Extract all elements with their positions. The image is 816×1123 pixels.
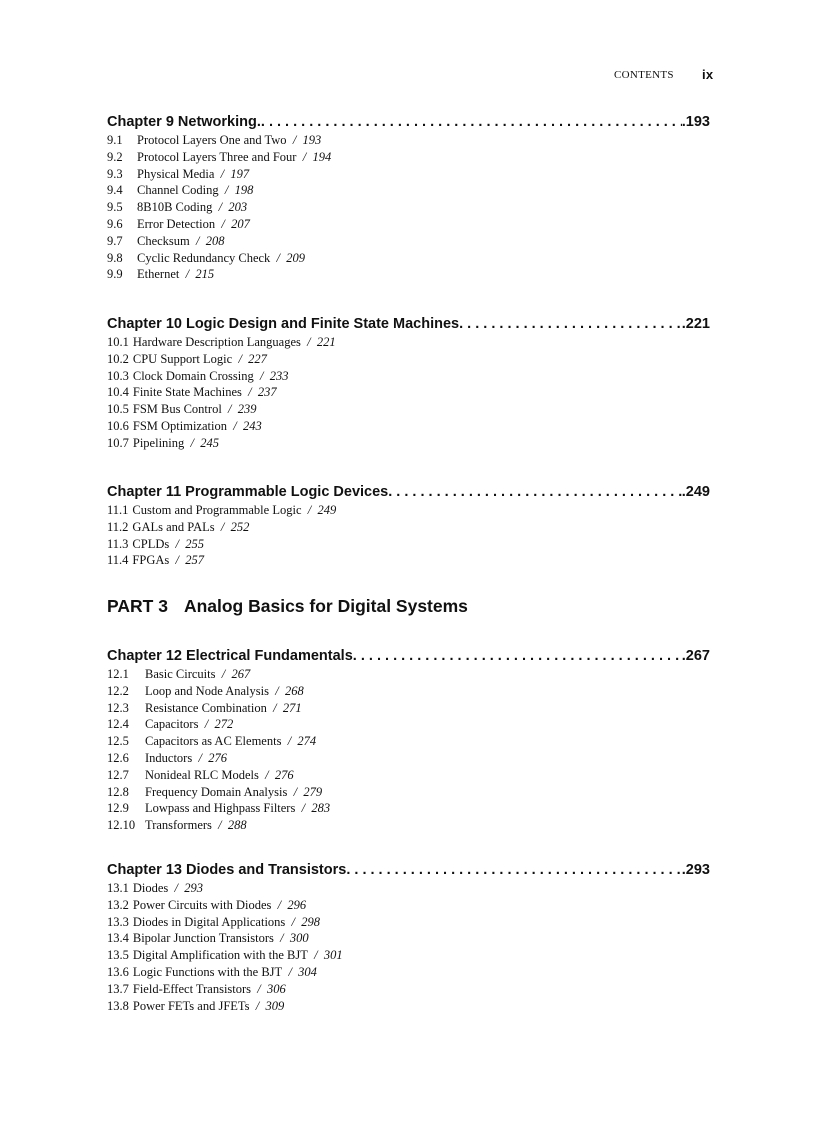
- section-page: 215: [195, 267, 215, 282]
- section-number: 10.7: [107, 435, 129, 450]
- chapter-heading[interactable]: [107, 482, 710, 502]
- section-number: 9.3: [107, 166, 123, 181]
- section-title: Capacitors: [145, 717, 199, 732]
- page-separator: /: [215, 216, 232, 231]
- section-list: [107, 334, 710, 452]
- page-separator: /: [218, 183, 235, 198]
- toc-entry[interactable]: [107, 266, 710, 283]
- toc-entry[interactable]: [107, 733, 710, 750]
- section-page: 207: [231, 216, 250, 231]
- toc-entry[interactable]: [107, 502, 710, 519]
- section-number: 11.2: [107, 519, 129, 534]
- chapter-heading[interactable]: [107, 314, 710, 334]
- section-page: 283: [311, 801, 331, 816]
- section-title: FPGAs: [132, 553, 170, 568]
- section-number: 9.5: [107, 200, 123, 215]
- section-number: 10.5: [107, 402, 129, 417]
- leader-dots: [353, 646, 682, 666]
- toc-entry[interactable]: [107, 800, 710, 817]
- section-page: 193: [302, 133, 322, 147]
- section-page: 271: [282, 700, 302, 715]
- section-number: 9.4: [107, 183, 123, 198]
- section-page: 306: [267, 981, 286, 996]
- section-title: Loop and Node Analysis: [145, 683, 269, 698]
- chapter-page: .267: [681, 648, 710, 664]
- section-number: 13.6: [107, 964, 129, 979]
- toc-entry[interactable]: [107, 182, 710, 199]
- section-number: 9.7: [107, 233, 123, 248]
- toc-entry[interactable]: [107, 784, 710, 801]
- section-page: 203: [228, 200, 248, 215]
- section-page: 245: [200, 435, 220, 450]
- section-title: Capacitors as AC Elements: [145, 734, 282, 749]
- page-number: ix: [702, 67, 714, 82]
- section-number: 9.1: [107, 133, 123, 147]
- section-number: 12.10: [107, 818, 136, 833]
- toc-entry[interactable]: [107, 880, 710, 897]
- section-page: 298: [301, 914, 321, 929]
- toc-entry[interactable]: [107, 536, 710, 553]
- toc-entry[interactable]: [107, 981, 710, 998]
- section-number: 13.3: [107, 914, 129, 929]
- toc-entry[interactable]: [107, 233, 710, 250]
- toc-entry[interactable]: [107, 418, 710, 435]
- toc-entry[interactable]: [107, 216, 710, 233]
- section-number: 13.7: [107, 981, 129, 996]
- toc-entry[interactable]: [107, 914, 710, 931]
- section-number: 9.8: [107, 250, 123, 265]
- chapter-page: .193: [681, 114, 710, 130]
- section-number: 12.6: [107, 750, 129, 765]
- toc-entry[interactable]: [107, 666, 710, 683]
- section-page: 296: [287, 897, 307, 912]
- section-page: 276: [274, 767, 294, 782]
- leader-dots: [261, 112, 682, 132]
- section-page: 276: [208, 750, 227, 765]
- leader-dots: [346, 860, 681, 880]
- chapter-title: Chapter 11 Programmable Logic Devices: [107, 484, 389, 500]
- section-page: 249: [317, 503, 337, 517]
- page-separator: /: [295, 801, 312, 816]
- section-title: Diodes: [132, 881, 169, 895]
- chapter-heading[interactable]: [107, 112, 710, 132]
- toc-entry[interactable]: [107, 947, 710, 964]
- section-number: 12.7: [107, 767, 129, 782]
- section-title: Clock Domain Crossing: [132, 368, 254, 383]
- section-page: 233: [269, 368, 289, 383]
- page-separator: /: [296, 149, 313, 164]
- page-separator: /: [253, 368, 270, 383]
- toc-entry[interactable]: [107, 149, 710, 166]
- chapter-9: [107, 112, 710, 283]
- toc-entry[interactable]: [107, 930, 710, 947]
- section-title: Diodes in Digital Applications: [132, 914, 286, 929]
- part-title: Analog Basics for Digital Systems: [183, 596, 468, 616]
- section-title: Pipelining: [132, 435, 185, 450]
- page-separator: /: [169, 536, 186, 551]
- page-separator: /: [301, 503, 318, 517]
- section-number: 12.4: [107, 717, 129, 732]
- page-separator: /: [271, 897, 288, 912]
- section-title: Transformers: [145, 818, 212, 833]
- page-separator: /: [168, 881, 185, 895]
- page-separator: /: [214, 519, 231, 534]
- chapter-title: Chapter 10 Logic Design and Finite State Machines: [107, 316, 460, 332]
- page-separator: /: [241, 385, 258, 400]
- section-title: Protocol Layers One and Two: [137, 133, 287, 147]
- toc-entry[interactable]: [107, 401, 710, 418]
- section-title: Protocol Layers Three and Four: [137, 149, 297, 164]
- section-page: 288: [227, 818, 247, 833]
- toc-entry[interactable]: [107, 964, 710, 981]
- page-separator: /: [211, 818, 228, 833]
- toc-entry[interactable]: [107, 132, 710, 149]
- section-number: 11.3: [107, 536, 129, 551]
- section-number: 13.8: [107, 998, 129, 1013]
- page-separator: /: [273, 931, 290, 946]
- toc-entry[interactable]: [107, 199, 710, 216]
- toc-entry[interactable]: [107, 716, 710, 733]
- section-title: CPLDs: [132, 536, 170, 551]
- page-separator: /: [251, 981, 268, 996]
- section-page: 221: [316, 335, 336, 349]
- page-separator: /: [307, 948, 324, 963]
- section-page: 255: [185, 536, 204, 551]
- section-title: GALs and PALs: [132, 519, 215, 534]
- section-page: 194: [312, 149, 332, 164]
- section-title: Physical Media: [137, 166, 215, 181]
- section-page: 272: [214, 717, 234, 732]
- section-title: CPU Support Logic: [132, 351, 233, 366]
- page-separator: /: [282, 964, 299, 979]
- section-number: 11.1: [107, 503, 129, 517]
- section-page: 274: [297, 734, 317, 749]
- page-separator: /: [286, 133, 303, 147]
- page-separator: /: [215, 667, 232, 681]
- section-title: Digital Amplification with the BJT: [132, 948, 308, 963]
- page-separator: /: [214, 166, 231, 181]
- section-page: 268: [284, 683, 304, 698]
- section-title: Basic Circuits: [145, 667, 216, 681]
- section-page: 304: [298, 964, 317, 979]
- chapter-10: [107, 314, 710, 452]
- leader-dots: [459, 314, 682, 334]
- page-separator: /: [232, 351, 249, 366]
- section-page: 267: [231, 667, 251, 681]
- toc-entry[interactable]: [107, 435, 710, 452]
- page-separator: /: [300, 335, 317, 349]
- section-page: 257: [185, 553, 204, 568]
- section-page: 239: [237, 402, 257, 417]
- part-label: PART 3: [107, 596, 168, 616]
- running-title: CONTENTS: [614, 69, 674, 81]
- chapter-11: [107, 482, 710, 569]
- section-title: Bipolar Junction Transistors: [132, 931, 274, 946]
- chapter-heading[interactable]: [107, 860, 710, 880]
- toc-entry[interactable]: [107, 998, 710, 1015]
- chapter-13: [107, 860, 710, 1014]
- page-separator: /: [287, 784, 304, 799]
- page-separator: /: [179, 267, 196, 282]
- chapter-title: Chapter 12 Electrical Fundamentals: [107, 648, 353, 664]
- part-heading: [107, 596, 468, 617]
- section-number: 12.2: [107, 683, 129, 698]
- page-separator: /: [266, 700, 283, 715]
- section-page: 279: [303, 784, 323, 799]
- chapter-page: .249: [681, 484, 710, 500]
- section-page: 209: [286, 250, 306, 265]
- toc-entry[interactable]: [107, 750, 710, 767]
- toc-entry[interactable]: [107, 700, 710, 717]
- section-title: Channel Coding: [137, 183, 219, 198]
- section-page: 293: [184, 881, 204, 895]
- section-list: [107, 132, 710, 283]
- section-number: 13.4: [107, 931, 129, 946]
- section-number: 10.6: [107, 418, 129, 433]
- section-title: Checksum: [137, 233, 190, 248]
- section-number: 12.3: [107, 700, 129, 715]
- page-separator: /: [169, 553, 186, 568]
- page-separator: /: [184, 435, 201, 450]
- toc-entry[interactable]: [107, 368, 710, 385]
- page-separator: /: [285, 914, 302, 929]
- page-separator: /: [198, 717, 215, 732]
- section-page: 243: [242, 418, 262, 433]
- running-header: [614, 69, 714, 81]
- section-number: 12.9: [107, 801, 129, 816]
- section-number: 9.9: [107, 267, 123, 282]
- section-number: 10.1: [107, 335, 129, 349]
- section-page: 252: [230, 519, 250, 534]
- toc-entry[interactable]: [107, 250, 710, 267]
- page-separator: /: [258, 767, 275, 782]
- chapter-title: Chapter 9 Networking.: [107, 114, 261, 130]
- section-title: Error Detection: [137, 216, 216, 231]
- section-number: 13.2: [107, 897, 129, 912]
- toc-entry[interactable]: [107, 552, 710, 569]
- chapter-page: .293: [681, 862, 710, 878]
- section-page: 237: [257, 385, 277, 400]
- section-title: Lowpass and Highpass Filters: [145, 801, 296, 816]
- toc-entry[interactable]: [107, 767, 710, 784]
- page-separator: /: [221, 402, 238, 417]
- section-title: Inductors: [145, 750, 193, 765]
- section-title: Frequency Domain Analysis: [145, 784, 288, 799]
- section-number: 13.5: [107, 948, 129, 963]
- leader-dots: [388, 482, 682, 502]
- section-title: Ethernet: [137, 267, 180, 282]
- page-separator: /: [189, 233, 206, 248]
- section-title: Hardware Description Languages: [132, 335, 301, 349]
- page-separator: /: [281, 734, 298, 749]
- section-page: 309: [265, 998, 285, 1013]
- page-separator: /: [268, 683, 285, 698]
- section-number: 12.5: [107, 734, 129, 749]
- section-title: Cyclic Redundancy Check: [137, 250, 271, 265]
- section-page: 300: [289, 931, 309, 946]
- section-number: 10.2: [107, 351, 129, 366]
- section-page: 198: [234, 183, 254, 198]
- toc-entry[interactable]: [107, 817, 710, 834]
- section-number: 9.2: [107, 149, 123, 164]
- section-number: 10.3: [107, 368, 129, 383]
- section-list: [107, 502, 710, 569]
- section-page: 197: [230, 166, 250, 181]
- section-title: Finite State Machines: [132, 385, 242, 400]
- section-title: Nonideal RLC Models: [145, 767, 259, 782]
- section-list: [107, 880, 710, 1014]
- toc-entry[interactable]: [107, 519, 710, 536]
- section-title: Resistance Combination: [145, 700, 267, 715]
- toc-entry[interactable]: [107, 334, 710, 351]
- chapter-title: Chapter 13 Diodes and Transistors: [107, 862, 347, 878]
- page-separator: /: [192, 750, 209, 765]
- section-title: Field-Effect Transistors: [132, 981, 252, 996]
- toc-entry[interactable]: [107, 683, 710, 700]
- section-number: 13.1: [107, 881, 129, 895]
- section-page: 301: [323, 948, 343, 963]
- page-separator: /: [226, 418, 243, 433]
- chapter-heading[interactable]: [107, 646, 710, 666]
- section-title: FSM Optimization: [132, 418, 227, 433]
- section-list: [107, 666, 710, 834]
- chapter-page: .221: [681, 316, 710, 332]
- section-number: 10.4: [107, 385, 129, 400]
- chapter-12: [107, 646, 710, 834]
- section-number: 11.4: [107, 553, 129, 568]
- section-page: 227: [248, 351, 267, 366]
- section-title: Power Circuits with Diodes: [132, 897, 272, 912]
- section-title: Custom and Programmable Logic: [132, 503, 302, 517]
- section-number: 9.6: [107, 216, 123, 231]
- section-title: Power FETs and JFETs: [132, 998, 250, 1013]
- page-separator: /: [270, 250, 287, 265]
- section-number: 12.8: [107, 784, 129, 799]
- page-separator: /: [249, 998, 266, 1013]
- toc-entry[interactable]: [107, 897, 710, 914]
- toc-entry[interactable]: [107, 166, 710, 183]
- section-page: 208: [205, 233, 225, 248]
- section-title: Logic Functions with the BJT: [132, 964, 283, 979]
- toc-entry[interactable]: [107, 351, 710, 368]
- section-number: 12.1: [107, 667, 129, 681]
- toc-entry[interactable]: [107, 384, 710, 401]
- page-separator: /: [212, 200, 229, 215]
- section-title: 8B10B Coding: [137, 200, 213, 215]
- section-title: FSM Bus Control: [132, 402, 222, 417]
